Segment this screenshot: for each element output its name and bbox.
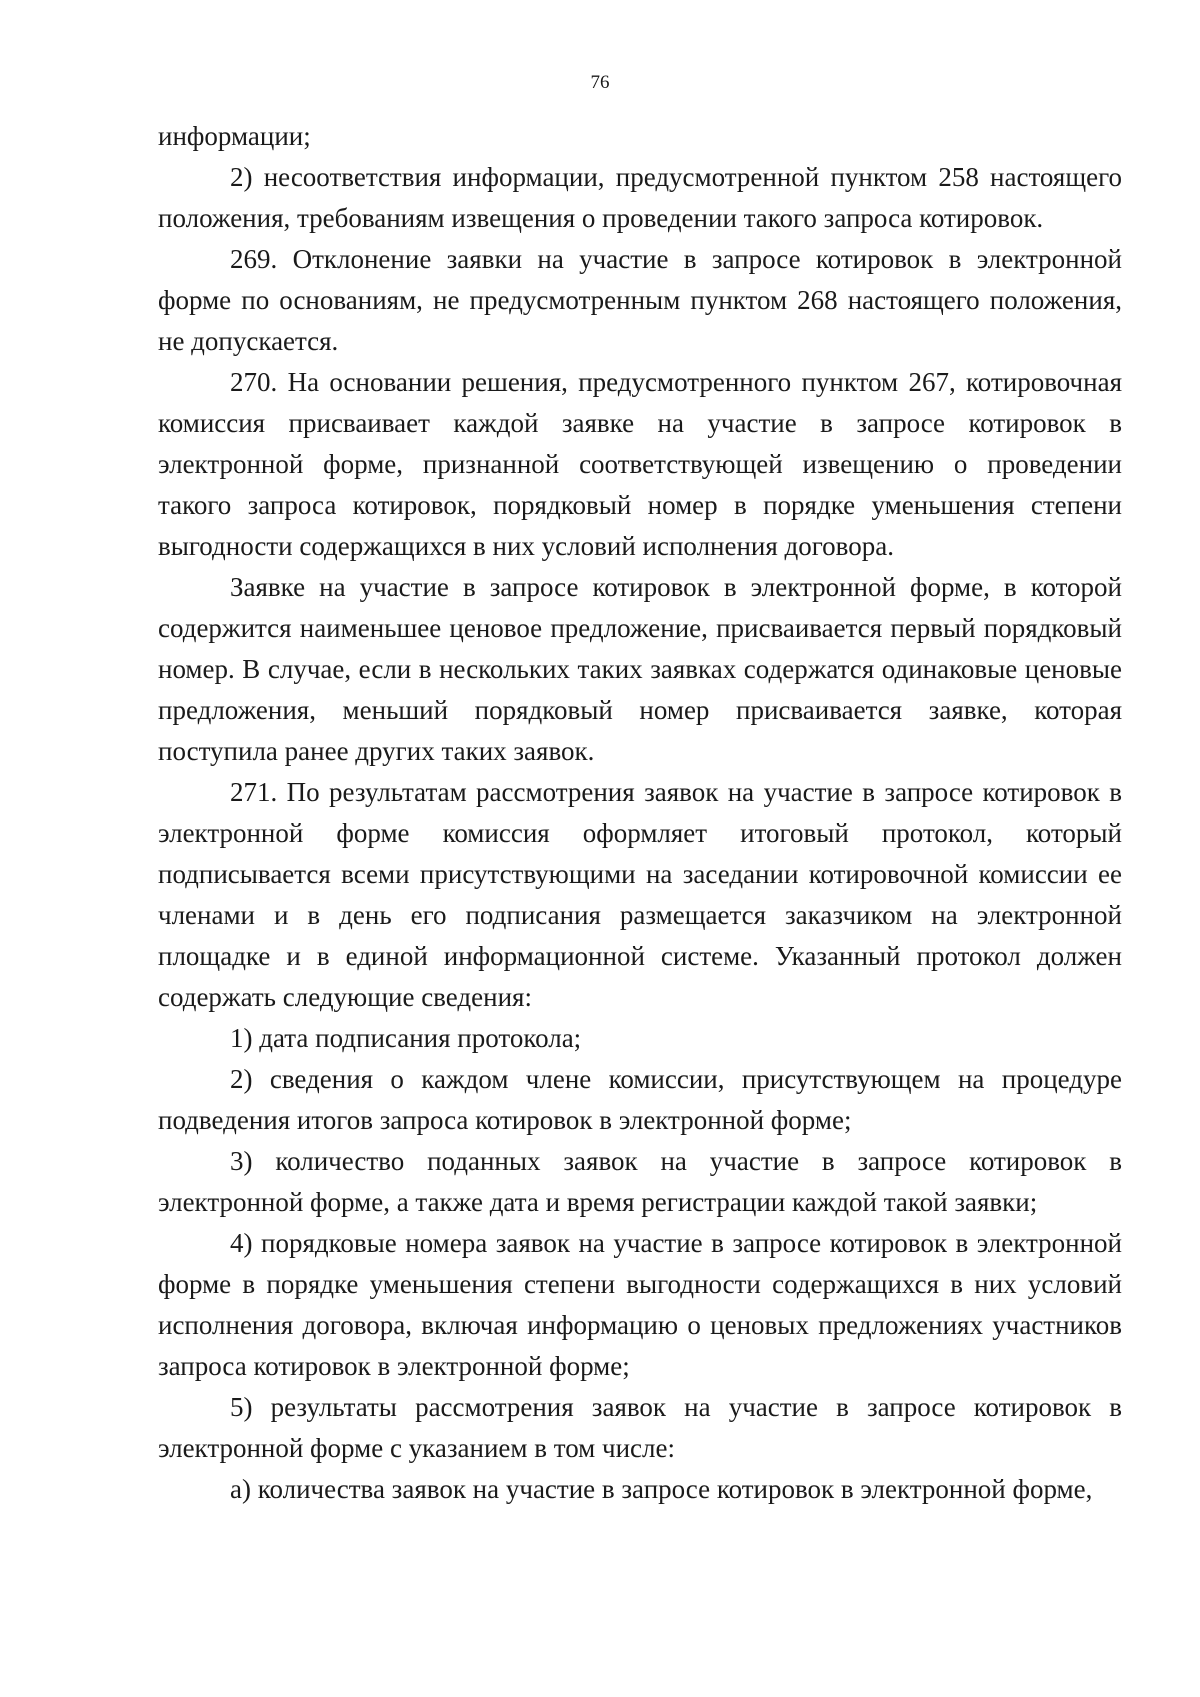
paragraph: 2) сведения о каждом члене комиссии, присутствующем на процедуре подведения итогов запроса котировок в электронной форме; <box>158 1064 1122 1135</box>
paragraph: 269. Отклонение заявки на участие в запросе котировок в электронной форме по основаниям, не предусмотренным пунктом 268 настоящего положения, не допускается. <box>158 244 1122 356</box>
paragraph: 1) дата подписания протокола; <box>230 1023 582 1053</box>
page-number: 76 <box>590 72 610 93</box>
paragraph: 2) несоответствия информации, предусмотренной пунктом 258 настоящего положения, требованиям извещения о проведении такого запроса котировок. <box>158 162 1122 233</box>
paragraph: а) количества заявок на участие в запросе котировок в электронной форме, <box>230 1474 1093 1504</box>
paragraph: 5) результаты рассмотрения заявок на участие в запросе котировок в электронной форме с указанием в том числе: <box>158 1392 1122 1463</box>
paragraph: 3) количество поданных заявок на участие в запросе котировок в электронной форме, а также дата и время регистрации каждой такой заявки; <box>158 1146 1122 1217</box>
paragraph: Заявке на участие в запросе котировок в электронной форме, в которой содержится наименьшее ценовое предложение, присваивается первый порядковый номер. В случае, если в нескольких таких заявках содержатся одинаковые ценовые предложения, меньший порядковый номер присваивается заявке, которая поступила ранее других таких заявок. <box>158 572 1122 766</box>
paragraph: 270. На основании решения, предусмотренного пунктом 267, котировочная комиссия присваивает каждой заявке на участие в запросе котировок в электронной форме, признанной соответствующей извещению о проведении такого запроса котировок, порядковый номер в порядке уменьшения степени выгодности содержащихся в них условий исполнения договора. <box>158 367 1122 561</box>
paragraph: 271. По результатам рассмотрения заявок на участие в запросе котировок в электронной форме комиссия оформляет итоговый протокол, который подписывается всеми присутствующими на заседании котировочной комиссии ее членами и в день его подписания размещается заказчиком на электронной площадке и в единой информационной системе. Указанный протокол должен содержать следующие сведения: <box>158 777 1122 1012</box>
paragraph: информации; <box>158 121 311 151</box>
paragraph: 4) порядковые номера заявок на участие в запросе котировок в электронной форме в порядке уменьшения степени выгодности содержащихся в них условий исполнения договора, включая информацию о ценовых предложениях участников запроса котировок в электронной форме; <box>158 1228 1122 1381</box>
document-body <box>158 116 1122 1510</box>
